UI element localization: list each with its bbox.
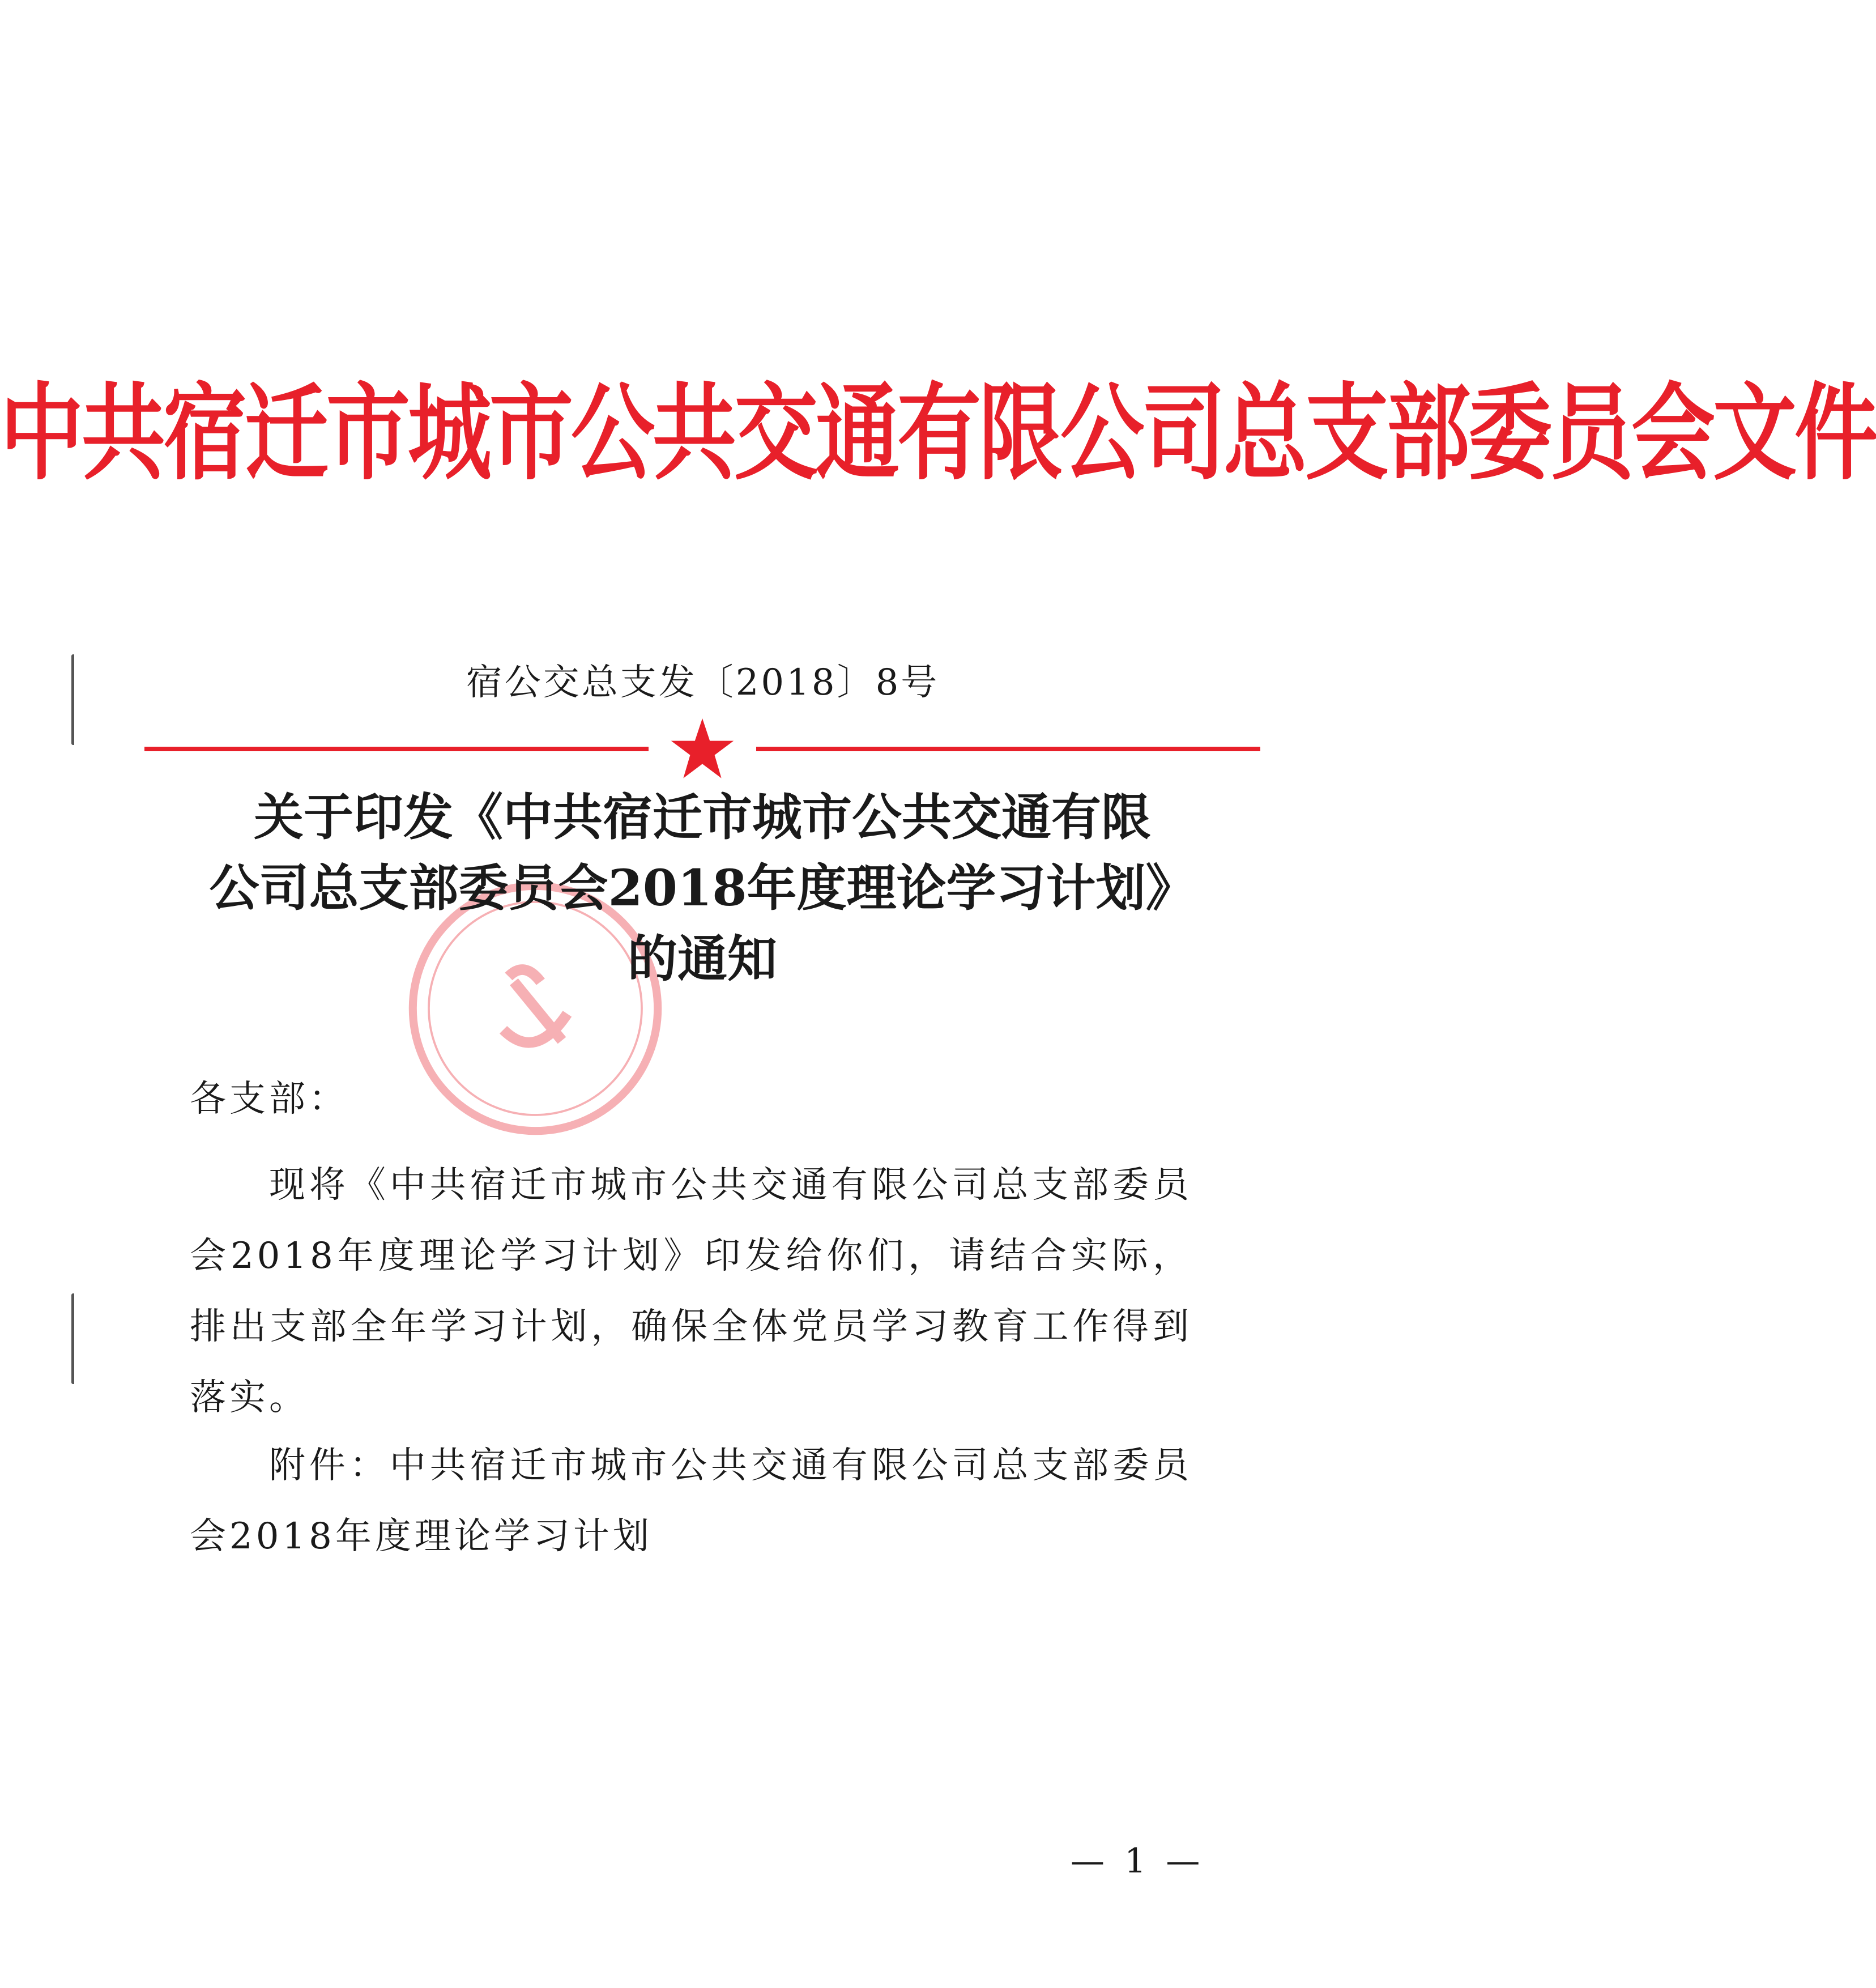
star-icon: [668, 715, 736, 783]
red-header-title: 中共宿迁市城市公共交通有限公司总支部委员会文件: [0, 372, 1876, 495]
notice-title-line-1: 关于印发《中共宿迁市城市公共交通有限: [253, 787, 1151, 846]
red-rule-right: [756, 747, 1260, 751]
page-number: — 1 —: [1071, 1841, 1205, 1881]
notice-title-line-3: 的通知: [627, 929, 777, 988]
binding-staple-bottom: [71, 1293, 78, 1384]
attachment-line: 附件：中共宿迁市城市公共交通有限公司总支部委员会2018年度理论学习计划: [190, 1445, 1192, 1557]
salutation: 各支部：: [190, 1078, 348, 1120]
document-number: 宿公交总支发〔2018〕8号: [466, 662, 940, 704]
notice-title-line-2: 公司总支部委员会2018年度理论学习计划》: [209, 858, 1196, 917]
notice-body: 现将《中共宿迁市城市公共交通有限公司总支部委员会2018年度理论学习计划》印发给你们，请结合实际，排出支部全年学习计划，确保全体党员学习教育工作得到落实。: [190, 1164, 1192, 1419]
notice-title: [144, 782, 1260, 994]
red-rule-left: [144, 747, 649, 751]
